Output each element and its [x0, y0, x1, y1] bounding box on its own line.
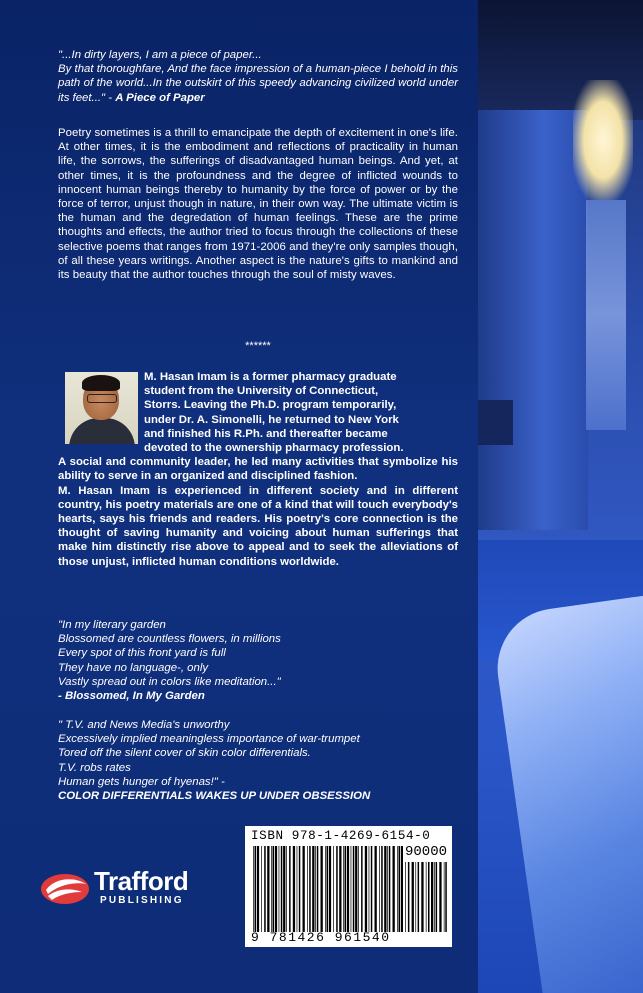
barcode-bar — [369, 846, 370, 932]
barcode-bar — [431, 862, 433, 932]
photo-door — [478, 400, 513, 445]
barcode-bar — [309, 846, 311, 932]
barcode-bar — [336, 846, 338, 932]
barcode-bar — [327, 846, 329, 932]
opening-quote — [58, 48, 458, 105]
quote3-title: COLOR DIFFERENTIALS WAKES UP UNDER OBSESSION — [58, 790, 371, 803]
barcode-bar — [428, 862, 430, 932]
barcode-bar — [271, 846, 272, 932]
media-quote — [58, 718, 458, 803]
quote3-line-1: " T.V. and News Media's unworthy — [58, 719, 230, 731]
photo-lamp-glow — [573, 80, 633, 200]
quote1-line-2: By that thoroughfare, And the face impression of a human-piece I behold in this path of the world...In the outskirt of this speedy advancing civilized world under its feet..." - A Piece of Paper — [58, 63, 458, 104]
barcode-bar — [315, 846, 316, 932]
barcode-bar — [384, 846, 386, 932]
quote2-line-1: "In my literary garden — [58, 619, 166, 631]
bio-line-2: student from the University of Connecticut, — [144, 385, 379, 398]
bio-line-1: M. Hasan Imam is a former pharmacy graduate — [144, 371, 397, 383]
barcode-bar — [293, 846, 295, 932]
barcode-bar — [264, 846, 266, 932]
barcode-bar — [408, 862, 410, 932]
barcode-bar — [275, 846, 277, 932]
barcode-bar — [355, 846, 357, 932]
ean-digits: 9 781426 961540 — [251, 930, 391, 945]
publisher-sub: PUBLISHING — [100, 895, 184, 906]
barcode-bar — [371, 846, 373, 932]
barcode-bar — [279, 846, 280, 932]
barcode-bar — [426, 862, 427, 932]
barcode-bar — [303, 846, 305, 932]
barcode-bar — [439, 862, 441, 932]
quote2-line-2: Blossomed are countless flowers, in millions — [58, 633, 281, 646]
barcode-bar — [399, 846, 401, 932]
barcode-bar — [347, 846, 349, 932]
bio-para2: M. Hasan Imam is experienced in different society and in different country, his poetry materials are one of a kind that will touch everybody's hearts, says his friends and readers. His poetry's core connection is the thought of saving humanity and voicing about human sufferings that make him distinctly rise above to appeal and to seek the alleviations of those unjust, inflicted human conditions worldwide. — [58, 484, 458, 568]
barcode-bar — [255, 846, 257, 932]
publisher-name: Trafford — [94, 866, 189, 896]
barcode-bar — [436, 862, 438, 932]
barcode-bar — [444, 862, 445, 932]
barcode-bar — [257, 846, 259, 932]
barcode-bar — [307, 846, 308, 932]
quote2-line-3: Every spot of this front yard is full — [58, 647, 226, 660]
barcode-bar — [418, 862, 420, 932]
addon-barcode-bars — [405, 862, 447, 932]
barcode-bar — [397, 846, 398, 932]
barcode-bar — [353, 846, 355, 932]
quote2-line-5: Vastly spread out in colors like meditation..." — [58, 675, 281, 688]
barcode-bar — [297, 846, 298, 932]
bio-line-6: devoted to the ownership pharmacy profession. — [144, 442, 404, 455]
trafford-swoosh-icon — [40, 872, 90, 906]
barcode-bar — [358, 846, 359, 932]
bio-line-3: Storrs. Leaving the Ph.D. program temporarily, — [144, 399, 397, 412]
barcode-bar — [389, 846, 391, 932]
barcode-bar — [286, 846, 287, 932]
barcode-bar — [333, 846, 334, 932]
quote3-line-2: Excessively implied meaningless importance of war-trumpet — [58, 733, 360, 746]
quote1-line-1: "...In dirty layers, I am a piece of paper... — [58, 49, 262, 61]
barcode-bar — [379, 846, 380, 932]
photo-car — [490, 587, 643, 993]
barcode-bar — [321, 846, 323, 932]
barcode-bar — [393, 846, 395, 932]
isbn-number: ISBN 978-1-4269-6154-0 — [251, 829, 431, 843]
barcode-bar — [415, 862, 416, 932]
barcode — [245, 826, 452, 947]
barcode-bar — [299, 846, 301, 932]
barcode-bar — [387, 846, 388, 932]
barcode-bar — [253, 846, 254, 932]
barcode-bar — [325, 846, 326, 932]
barcode-bar — [283, 846, 285, 932]
separator: ****** — [245, 340, 271, 352]
barcode-bar — [273, 846, 275, 932]
barcode-bar — [289, 846, 291, 932]
barcode-bars — [253, 846, 403, 932]
photo-building — [478, 110, 588, 530]
barcode-bar — [381, 846, 383, 932]
barcode-bar — [445, 862, 447, 932]
bio-line-4: under Dr. A. Simonelli, he returned to New York — [144, 413, 399, 426]
barcode-bar — [405, 862, 406, 932]
barcode-bar — [434, 862, 435, 932]
bio-line-5: and finished his R.Ph. and thereafter became — [144, 427, 388, 440]
barcode-bar — [401, 846, 403, 932]
garden-quote — [58, 618, 458, 703]
bio-para1-rest: A social and community leader, he led many activities that symbolize his ability to serve in an organized and disciplined fashion. — [58, 456, 458, 483]
quote3-line-4: T.V. robs rates — [58, 761, 131, 774]
barcode-bar — [261, 846, 262, 932]
barcode-bar — [351, 846, 352, 932]
quote3-line-3: Tored off the silent cover of skin color differentials. — [58, 747, 311, 760]
quote2-line-4: They have no language-, only — [58, 661, 209, 674]
barcode-bar — [343, 846, 344, 932]
barcode-bar — [365, 846, 367, 932]
barcode-bar — [375, 846, 377, 932]
book-description: Poetry sometimes is a thrill to emancipate the depth of excitement in one's life. At other times, it is the embodiment and reflections of practicality in human life, the sorrows, the sufferings of disadvantaged human beings. And yet, at other times, it is the profoundness and the degree of inflicted wounds to innocent human beings thereby to humanity by the force of power or by the force of terror, unjust though in nature, in their own way. The ultimate victim is the human and the degredation of human feelings. These are the prime thoughts and effects, the author tried to focus through the collections of these selective poems that ranges from 1971-2006 and they're only samples though, of all these years writings. Another aspect is the nature's gifts to mankind and its beauty that the author touches through the soul of misty waves. — [58, 127, 458, 282]
barcode-bar — [329, 846, 331, 932]
barcode-bar — [339, 846, 341, 932]
barcode-bar — [317, 846, 319, 932]
publisher-logo — [40, 868, 240, 912]
barcode-bar — [412, 862, 414, 932]
price-code: 90000 — [405, 844, 448, 860]
barcode-bar — [312, 846, 314, 932]
barcode-bar — [345, 846, 347, 932]
barcode-bar — [361, 846, 363, 932]
cover-photo — [478, 0, 643, 993]
barcode-bar — [267, 846, 269, 932]
quote3-line-5: Human gets hunger of hyenas!" - — [58, 775, 225, 788]
photo-window — [586, 200, 626, 430]
barcode-bar — [421, 862, 423, 932]
quote2-title: - Blossomed, In My Garden — [58, 690, 205, 703]
author-bio — [58, 370, 458, 569]
barcode-bar — [281, 846, 283, 932]
quote1-title: A Piece of Paper — [115, 91, 205, 104]
